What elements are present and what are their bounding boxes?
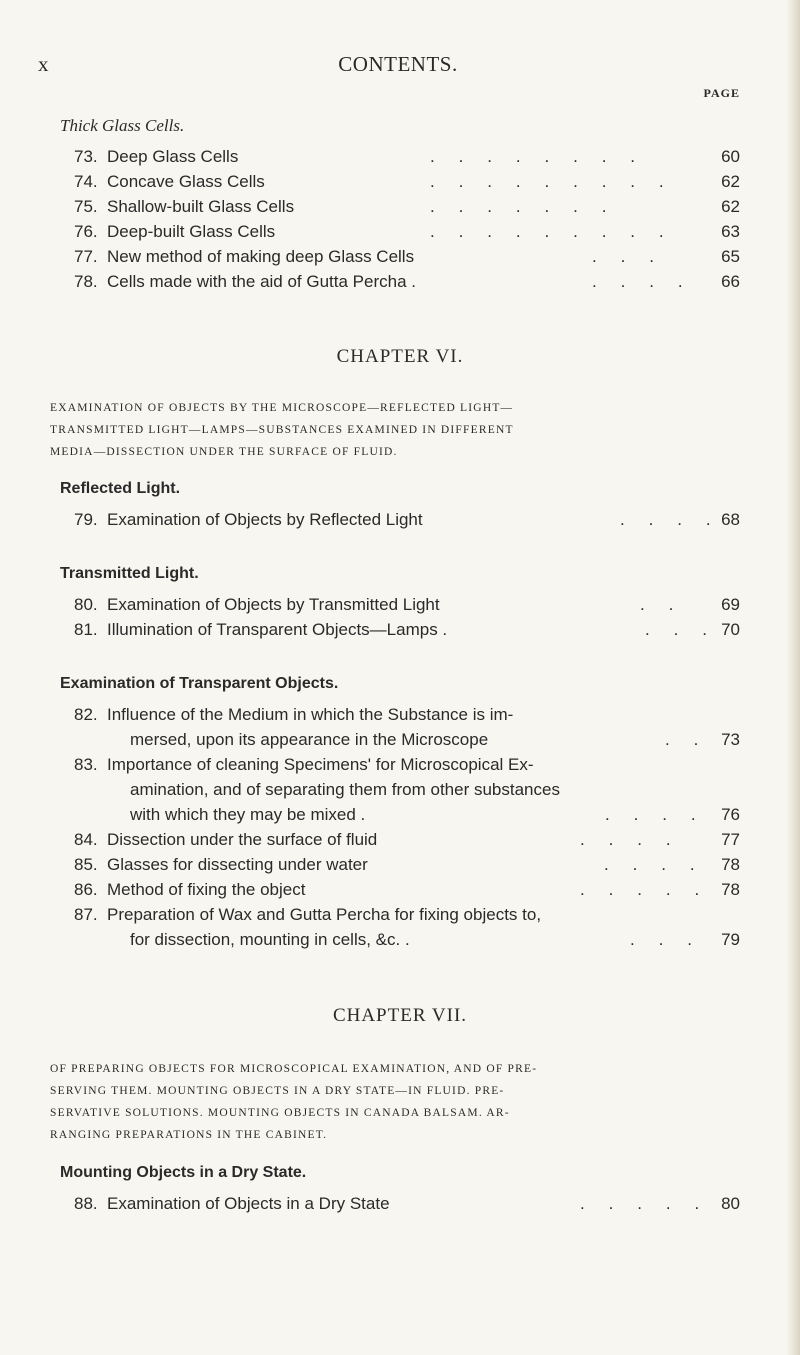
leader-dots: . . . . <box>592 272 684 291</box>
entry-number: 74. <box>74 172 98 191</box>
entry-title: Illumination of Transparent Objects—Lamps . <box>107 620 448 639</box>
leader-dots: . . . . <box>605 805 697 824</box>
entry-title: Dissection under the surface of fluid <box>107 830 378 849</box>
summary-line: EXAMINATION OF OBJECTS BY THE MICROSCOPE—REFLECTED LIGHT— <box>50 402 514 414</box>
entry-title-continued: amination, and of separating them from other substances <box>130 780 560 799</box>
page-column-label: PAGE <box>703 86 740 100</box>
entry-page: 62 <box>721 197 740 216</box>
leader-dots: . . . . <box>620 510 712 529</box>
entry-title: Method of fixing the object <box>107 880 306 899</box>
entry-page: 65 <box>721 247 740 266</box>
summary-line: SERVATIVE SOLUTIONS. MOUNTING OBJECTS IN CANADA BALSAM. AR- <box>50 1107 510 1119</box>
entry-title: Concave Glass Cells <box>107 172 265 191</box>
entry-number: 79. <box>74 510 98 529</box>
entry-title-continued: with which they may be mixed . <box>130 805 366 824</box>
entry-number: 86. <box>74 880 98 899</box>
entry-number: 73. <box>74 147 98 166</box>
entry-number: 76. <box>74 222 98 241</box>
entry-page: 62 <box>721 172 740 191</box>
group-heading: Reflected Light. <box>60 480 181 497</box>
entry-title: Examination of Objects in a Dry State <box>107 1194 390 1213</box>
summary-line: SERVING THEM. MOUNTING OBJECTS IN A DRY STATE—IN FLUID. PRE- <box>50 1085 505 1097</box>
leader-dots: . . . . . . . <box>430 197 608 216</box>
entry-title: Examination of Objects by Transmitted Light <box>107 595 440 614</box>
group-heading: Examination of Transparent Objects. <box>60 675 339 692</box>
entry-page: 69 <box>721 595 740 614</box>
leader-dots: . . . <box>630 930 693 949</box>
entry-number: 83. <box>74 755 98 774</box>
entry-number: 84. <box>74 830 98 849</box>
summary-line: OF PREPARING OBJECTS FOR MICROSCOPICAL EXAMINATION, AND OF PRE- <box>50 1063 538 1075</box>
entry-title: Examination of Objects by Reflected Light <box>107 510 423 529</box>
page-edge-shadow <box>786 0 800 1355</box>
leader-dots: . . . <box>592 247 655 266</box>
entry-title: Preparation of Wax and Gutta Percha for fixing objects to, <box>107 905 542 924</box>
leader-dots: . . . . . <box>580 880 701 899</box>
entry-page: 76 <box>721 805 740 824</box>
entry-title: Glasses for dissecting under water <box>107 855 368 874</box>
entry-title-continued: mersed, upon its appearance in the Microscope <box>130 730 489 749</box>
leader-dots: . . <box>665 730 700 749</box>
leader-dots: . . <box>640 595 675 614</box>
leader-dots: . . . . <box>580 830 672 849</box>
entry-number: 88. <box>74 1194 98 1213</box>
chapter-summary <box>50 397 740 463</box>
entry-page: 73 <box>721 730 740 749</box>
chapter-heading: CHAPTER VI. <box>336 346 464 367</box>
entry-page: 60 <box>721 147 740 166</box>
entry-page: 78 <box>721 880 740 899</box>
entry-title: Deep-built Glass Cells <box>107 222 276 241</box>
entry-title: Importance of cleaning Specimens' for Microscopical Ex- <box>107 755 534 774</box>
group-heading: Mounting Objects in a Dry State. <box>60 1164 307 1181</box>
group-heading: Thick Glass Cells. <box>60 116 185 135</box>
leader-dots: . . . . . <box>580 1194 701 1213</box>
entry-number: 81. <box>74 620 98 639</box>
entry-page: 66 <box>721 272 740 291</box>
leader-dots: . . . . . . . . . <box>430 172 665 191</box>
entry-number: 80. <box>74 595 98 614</box>
leader-dots: . . . . <box>604 855 696 874</box>
entry-number: 87. <box>74 905 98 924</box>
leader-dots: . . . . . . . . . <box>430 222 665 241</box>
summary-line: RANGING PREPARATIONS IN THE CABINET. <box>50 1129 328 1141</box>
running-title: CONTENTS. <box>338 52 458 76</box>
entry-page: 79 <box>721 930 740 949</box>
entry-page: 80 <box>721 1194 740 1213</box>
entry-number: 85. <box>74 855 98 874</box>
entry-title: Cells made with the aid of Gutta Percha . <box>107 272 416 291</box>
entry-number: 78. <box>74 272 98 291</box>
entry-title: Influence of the Medium in which the Substance is im- <box>107 705 514 724</box>
entry-title: Deep Glass Cells <box>107 147 239 166</box>
chapter-heading: CHAPTER VII. <box>332 1005 468 1026</box>
entry-title: New method of making deep Glass Cells <box>107 247 415 266</box>
entry-number: 77. <box>74 247 98 266</box>
summary-line: TRANSMITTED LIGHT—LAMPS—SUBSTANCES EXAMINED IN DIFFERENT <box>50 424 514 436</box>
entry-title-continued: for dissection, mounting in cells, &c. . <box>130 930 410 949</box>
entry-title: Shallow-built Glass Cells <box>107 197 295 216</box>
page-numeral: x <box>38 52 49 76</box>
leader-dots: . . . . . . . . <box>430 147 637 166</box>
summary-line: MEDIA—DISSECTION UNDER THE SURFACE OF FLUID. <box>50 446 398 458</box>
entry-number: 82. <box>74 705 98 724</box>
chapter-summary <box>50 1058 740 1146</box>
group-heading: Transmitted Light. <box>60 565 199 582</box>
leader-dots: . . . <box>645 620 708 639</box>
entry-page: 70 <box>721 620 740 639</box>
running-head <box>38 52 758 82</box>
entry-number: 75. <box>74 197 98 216</box>
entry-page: 77 <box>721 830 740 849</box>
entry-page: 63 <box>721 222 740 241</box>
entry-page: 68 <box>721 510 740 529</box>
entry-page: 78 <box>721 855 740 874</box>
